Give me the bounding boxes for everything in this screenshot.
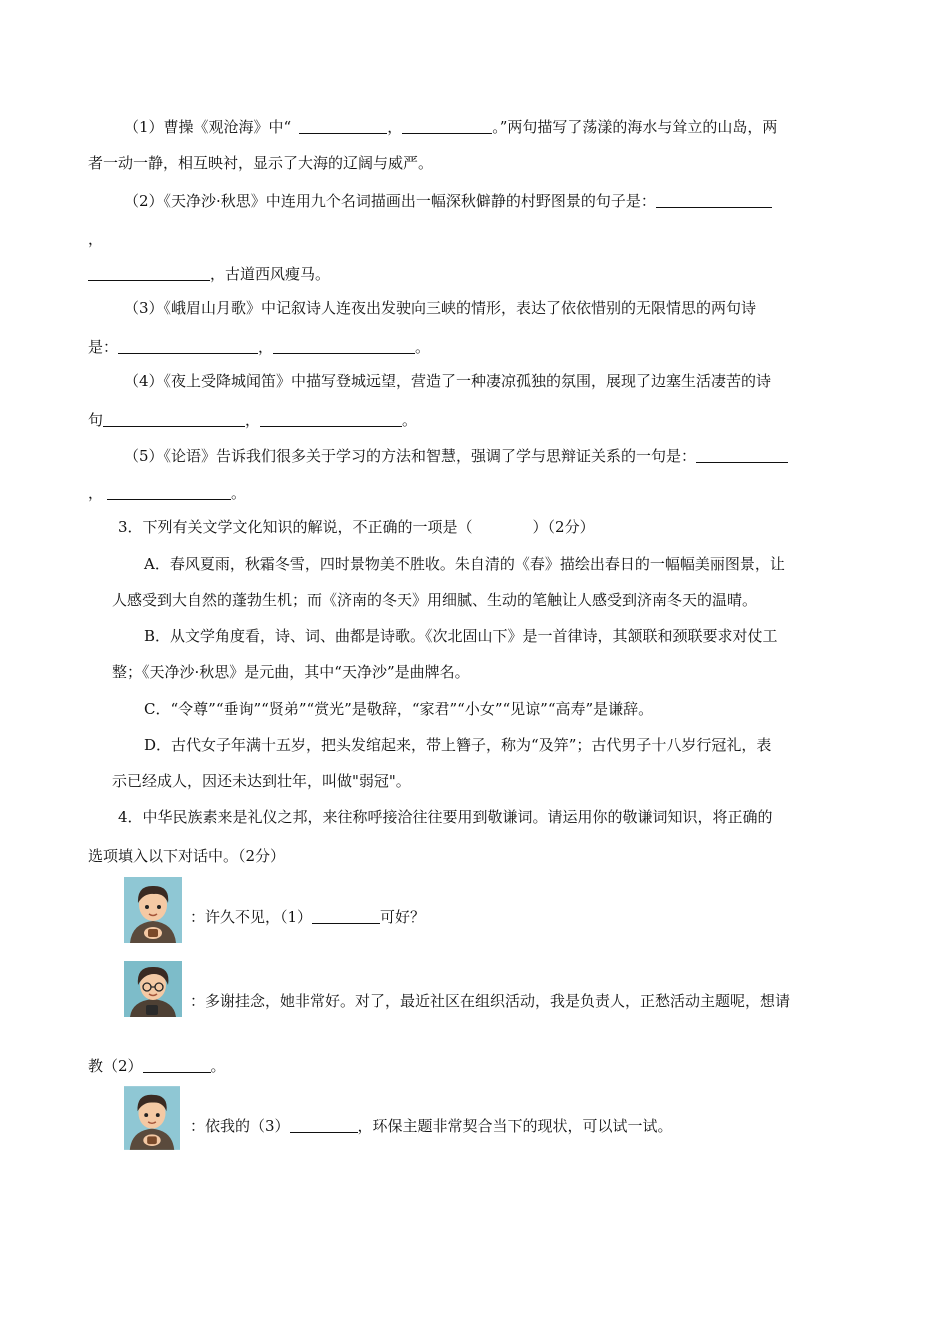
q2-item1-suffix: 。”两句描写了荡漾的海水与耸立的山岛，两: [492, 118, 778, 136]
answer-blank[interactable]: [273, 339, 415, 354]
q4-dialogue2-line1: ：多谢挂念，她非常好。对了，最近社区在组织活动，我是负责人，正愁活动主题呢，想请: [190, 992, 791, 1010]
answer-blank[interactable]: [290, 1118, 358, 1133]
q3-option-d-line1: D．古代女子年满十五岁，把头发绾起来，带上簪子，称为“及笄”；古代男子十八岁行冠礼，表: [144, 736, 772, 754]
q3-option-a-line1: A．春风夏雨，秋霜冬雪，四时景物美不胜收。朱自清的《春》描绘出春日的一幅幅美丽图景，让: [144, 555, 785, 573]
q2-item3-prefix: 是：: [88, 338, 119, 356]
q3-option-b-line1: B．从文学角度看，诗、词、曲都是诗歌。《次北固山下》是一首律诗，其颔联和颈联要求对仗工: [144, 627, 778, 645]
q3-option-c: C．“令尊”“垂询”“贤弟”“赏光”是敬辞，“家君”“小女”“见谅”“高寿”是谦辞。: [144, 700, 654, 718]
q4-dialogue1: ：许久不见，（1） 可好？: [190, 908, 426, 926]
boy-avatar-icon: [124, 1086, 180, 1150]
q4-dialogue3: ：依我的（3） ，环保主题非常契合当下的现状，可以试一试。: [190, 1117, 673, 1135]
answer-blank[interactable]: [299, 119, 387, 134]
q2-item3-line2: [88, 339, 430, 355]
answer-blank[interactable]: [402, 119, 492, 134]
q3-stem: 3．下列有关文学文化知识的解说，不正确的一项是（ ）（2分）: [118, 518, 595, 536]
q2-item5-end: 。: [231, 484, 247, 502]
q2-item5-line2: [88, 485, 246, 501]
q2-item2-line3: [88, 266, 330, 282]
q2-item5-comma: ，: [88, 484, 104, 502]
q3-option-b-line2: 整；《天净沙·秋思》是元曲，其中“天净沙”是曲牌名。: [112, 663, 470, 681]
q2-item1-line1: [124, 119, 777, 135]
q2-item5-prefix: （5）《论语》告诉我们很多关于学习的方法和智慧，强调了学与思辩证关系的一句是：: [124, 447, 697, 465]
answer-blank[interactable]: [312, 909, 380, 924]
q2-item2-prefix: （2）《天净沙·秋思》中连用九个名词描画出一幅深秋僻静的村野图景的句子是：: [124, 192, 656, 210]
q4-stem-line1: 4．中华民族素来是礼仪之邦，来往称呼接洽往往要用到敬谦词。请运用你的敬谦词知识，将正确的: [118, 808, 773, 826]
answer-blank[interactable]: [656, 193, 772, 208]
q2-item3-comma: ，: [258, 338, 274, 356]
q3-option-d-line2: 示已经成人，因还未达到壮年，叫做"弱冠"。: [112, 772, 411, 790]
answer-blank[interactable]: [107, 485, 231, 500]
q4-stem-line2: 选项填入以下对话中。（2分）: [88, 847, 286, 865]
q4-dialogue2-line2: 教（2） 。: [88, 1057, 226, 1075]
answer-blank[interactable]: [103, 412, 245, 427]
answer-blank[interactable]: [88, 266, 210, 281]
q3-option-a-line2: 人感受到大自然的蓬勃生机；而《济南的冬天》用细腻、生动的笔触让人感受到济南冬天的温晴。: [112, 591, 758, 609]
q2-item3-end: 。: [415, 338, 431, 356]
q2-item2-line1: [124, 193, 772, 209]
answer-blank[interactable]: [260, 412, 402, 427]
q2-item1-prefix: （1）曹操《观沧海》中“: [124, 118, 292, 136]
answer-blank[interactable]: [696, 448, 788, 463]
girl-avatar-icon: [124, 961, 182, 1017]
q2-item2-comma-line: ，: [88, 230, 104, 248]
q2-item4-line1: （4）《夜上受降城闻笛》中描写登城远望，营造了一种凄凉孤独的氛围，展现了边塞生活凄苦的诗: [124, 372, 772, 390]
q2-item4-comma: ，: [245, 411, 261, 429]
q2-item3-line1: （3）《峨眉山月歌》中记叙诗人连夜出发驶向三峡的情形，表达了依依惜别的无限情思的两句诗: [124, 299, 757, 317]
q2-item1-line2: 者一动一静，相互映衬，显示了大海的辽阔与威严。: [88, 154, 434, 172]
answer-blank[interactable]: [118, 339, 258, 354]
q2-item1-comma: ，: [387, 118, 403, 136]
q2-item2-line3-suffix: ，古道西风瘦马。: [210, 265, 331, 283]
boy-avatar-icon: [124, 877, 182, 943]
answer-blank[interactable]: [143, 1058, 211, 1073]
q2-item4-end: 。: [402, 411, 418, 429]
q2-item4-line2: [88, 412, 417, 428]
q2-item5-line1: [124, 448, 788, 464]
q2-item4-prefix: 句: [88, 411, 104, 429]
